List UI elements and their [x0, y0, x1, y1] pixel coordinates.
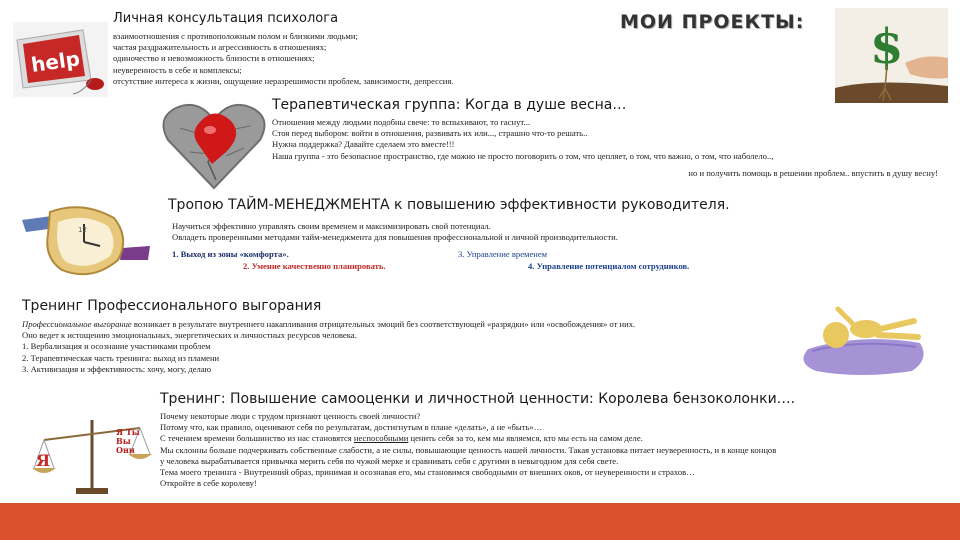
svg-text:12: 12: [78, 226, 87, 234]
list-item: Научиться эффективно управлять своим временем и максимизировать свой потенциал.: [172, 221, 491, 231]
broken-heart-icon: [160, 100, 268, 192]
list-item: частая раздражительность и агрессивность в отношениях;: [113, 42, 327, 53]
list-item: Стоя перед выбором: войти в отношения, развивать их или..., страшно что-то решать..: [272, 128, 588, 139]
section2-last-line: но и получить помощь в решении проблем.. впустить в душу весну!: [688, 168, 938, 178]
melting-clock-image: [22, 198, 150, 282]
list-item: Отношения между людьми подобны свече: то вспыхивают, то гаснут...: [272, 117, 530, 127]
list-item: неуверенность в себе и комплексы;: [113, 64, 242, 75]
list-item: 2. Терапевтическая часть тренинга: выход из пламени: [22, 352, 220, 363]
list-item: Тема моего тренинга - Внутренний образ, принимая и осознавая его, мы становимся свободными от внешних оков, от неуверенности и страхов…: [160, 466, 695, 477]
scales-image: [30, 410, 154, 496]
section4-intro: Профессиональное выгорание возникает в результате внутреннего накапливания отрицательных эмоций без соответствующей «разрядки» или «освобождения» от них.: [22, 319, 636, 329]
section3-item3: 3. Управление временем: [458, 249, 548, 259]
scale-right-labels: Я Ты Вы Они: [116, 427, 140, 455]
svg-text:$: $: [870, 19, 904, 75]
list-item: Нужна поддержка? Давайте сделаем это вместе!!!: [272, 139, 455, 150]
section3-item2: 2. Умение качественно планировать.: [243, 261, 386, 271]
list-item: Откройте в себе королеву!: [160, 478, 257, 489]
section3-item1: 1. Выход из зоны «комфорта».: [172, 249, 289, 259]
exhausted-figure-image: [790, 287, 937, 380]
money-plant-image: [835, 8, 948, 103]
svg-text:Я: Я: [36, 451, 51, 470]
broken-heart-image: [160, 100, 268, 192]
list-item: одиночество и невозможность близости в отношениях;: [113, 53, 315, 64]
projects-title: МОИ ПРОЕКТЫ:: [620, 11, 805, 33]
section4-line2: Оно ведет к истощению эмоциональных, энергетических и личностных ресурсов человека.: [22, 330, 357, 341]
section4-title: Тренинг Профессионального выгорания: [22, 298, 322, 314]
help-keyboard-icon: [13, 22, 108, 97]
section1-lines: [113, 31, 453, 87]
help-image: [13, 22, 108, 97]
svg-text:help: help: [29, 46, 82, 77]
list-item: Потому что, как правило, оценивают себя по результатам, достигнутым в плане «делать», а не «быть»…: [160, 422, 543, 433]
section4-lines: [22, 319, 635, 375]
section3-title: Тропою ТАЙМ-МЕНЕДЖМЕНТА к повышению эффективности руководителя.: [168, 197, 730, 213]
list-item: 1. Вербализация и осознание участниками проблем: [22, 341, 211, 352]
section5-line3: С течением времени большинство из нас становятся неспособными ценить себя за то, кем мы являемся, кто мы есть на самом деле.: [160, 433, 643, 444]
money-plant-icon: [835, 8, 948, 103]
list-item: отсутствие интереса к жизни, ощущение неразрешимости проблем, зависимости, депрессия.: [113, 75, 454, 86]
list-item: Почему некоторые люди с трудом признают ценность своей личности?: [160, 411, 421, 421]
section3-lines: [172, 221, 618, 243]
clock-icon: [22, 198, 150, 282]
bottom-accent-bar: [0, 503, 960, 540]
list-item: у человека вырабатывается привычка мерить себя по чужой мерке и сравнивать себя с другими в невыгодном для себя свете.: [160, 455, 619, 466]
section5-lines: [160, 411, 776, 489]
section1-title: Личная консультация психолога: [113, 11, 339, 26]
section2-lines: [272, 117, 773, 162]
tired-figure-icon: [790, 287, 937, 380]
section3-item4: 4. Управление потенциалом сотрудников.: [528, 261, 690, 271]
list-item: взаимоотношения с противоположным полом и близкими людьми;: [113, 31, 358, 41]
list-item: Наша группа - это безопасное пространство, где можно не просто поговорить о том, что цепляет, о том, что важно, о том, что наболело..,: [272, 150, 774, 161]
list-item: Овладеть проверенными методами тайм-менеджмента для повышения профессиональной и личной производительности.: [172, 232, 618, 243]
section2-title: Терапевтическая группа: Когда в душе весна…: [272, 97, 627, 113]
section5-title: Тренинг: Повышение самооценки и личностной ценности: Королева бензоколонки….: [160, 391, 796, 407]
list-item: Мы склонны больше подчеркивать собственные слабости, а не силы, повышающие ценность нашей личности. Такая установка питает неуверенность, и в конце концов: [160, 444, 777, 455]
list-item: 3. Активизация и эффективность: хочу, могу, делаю: [22, 363, 212, 374]
